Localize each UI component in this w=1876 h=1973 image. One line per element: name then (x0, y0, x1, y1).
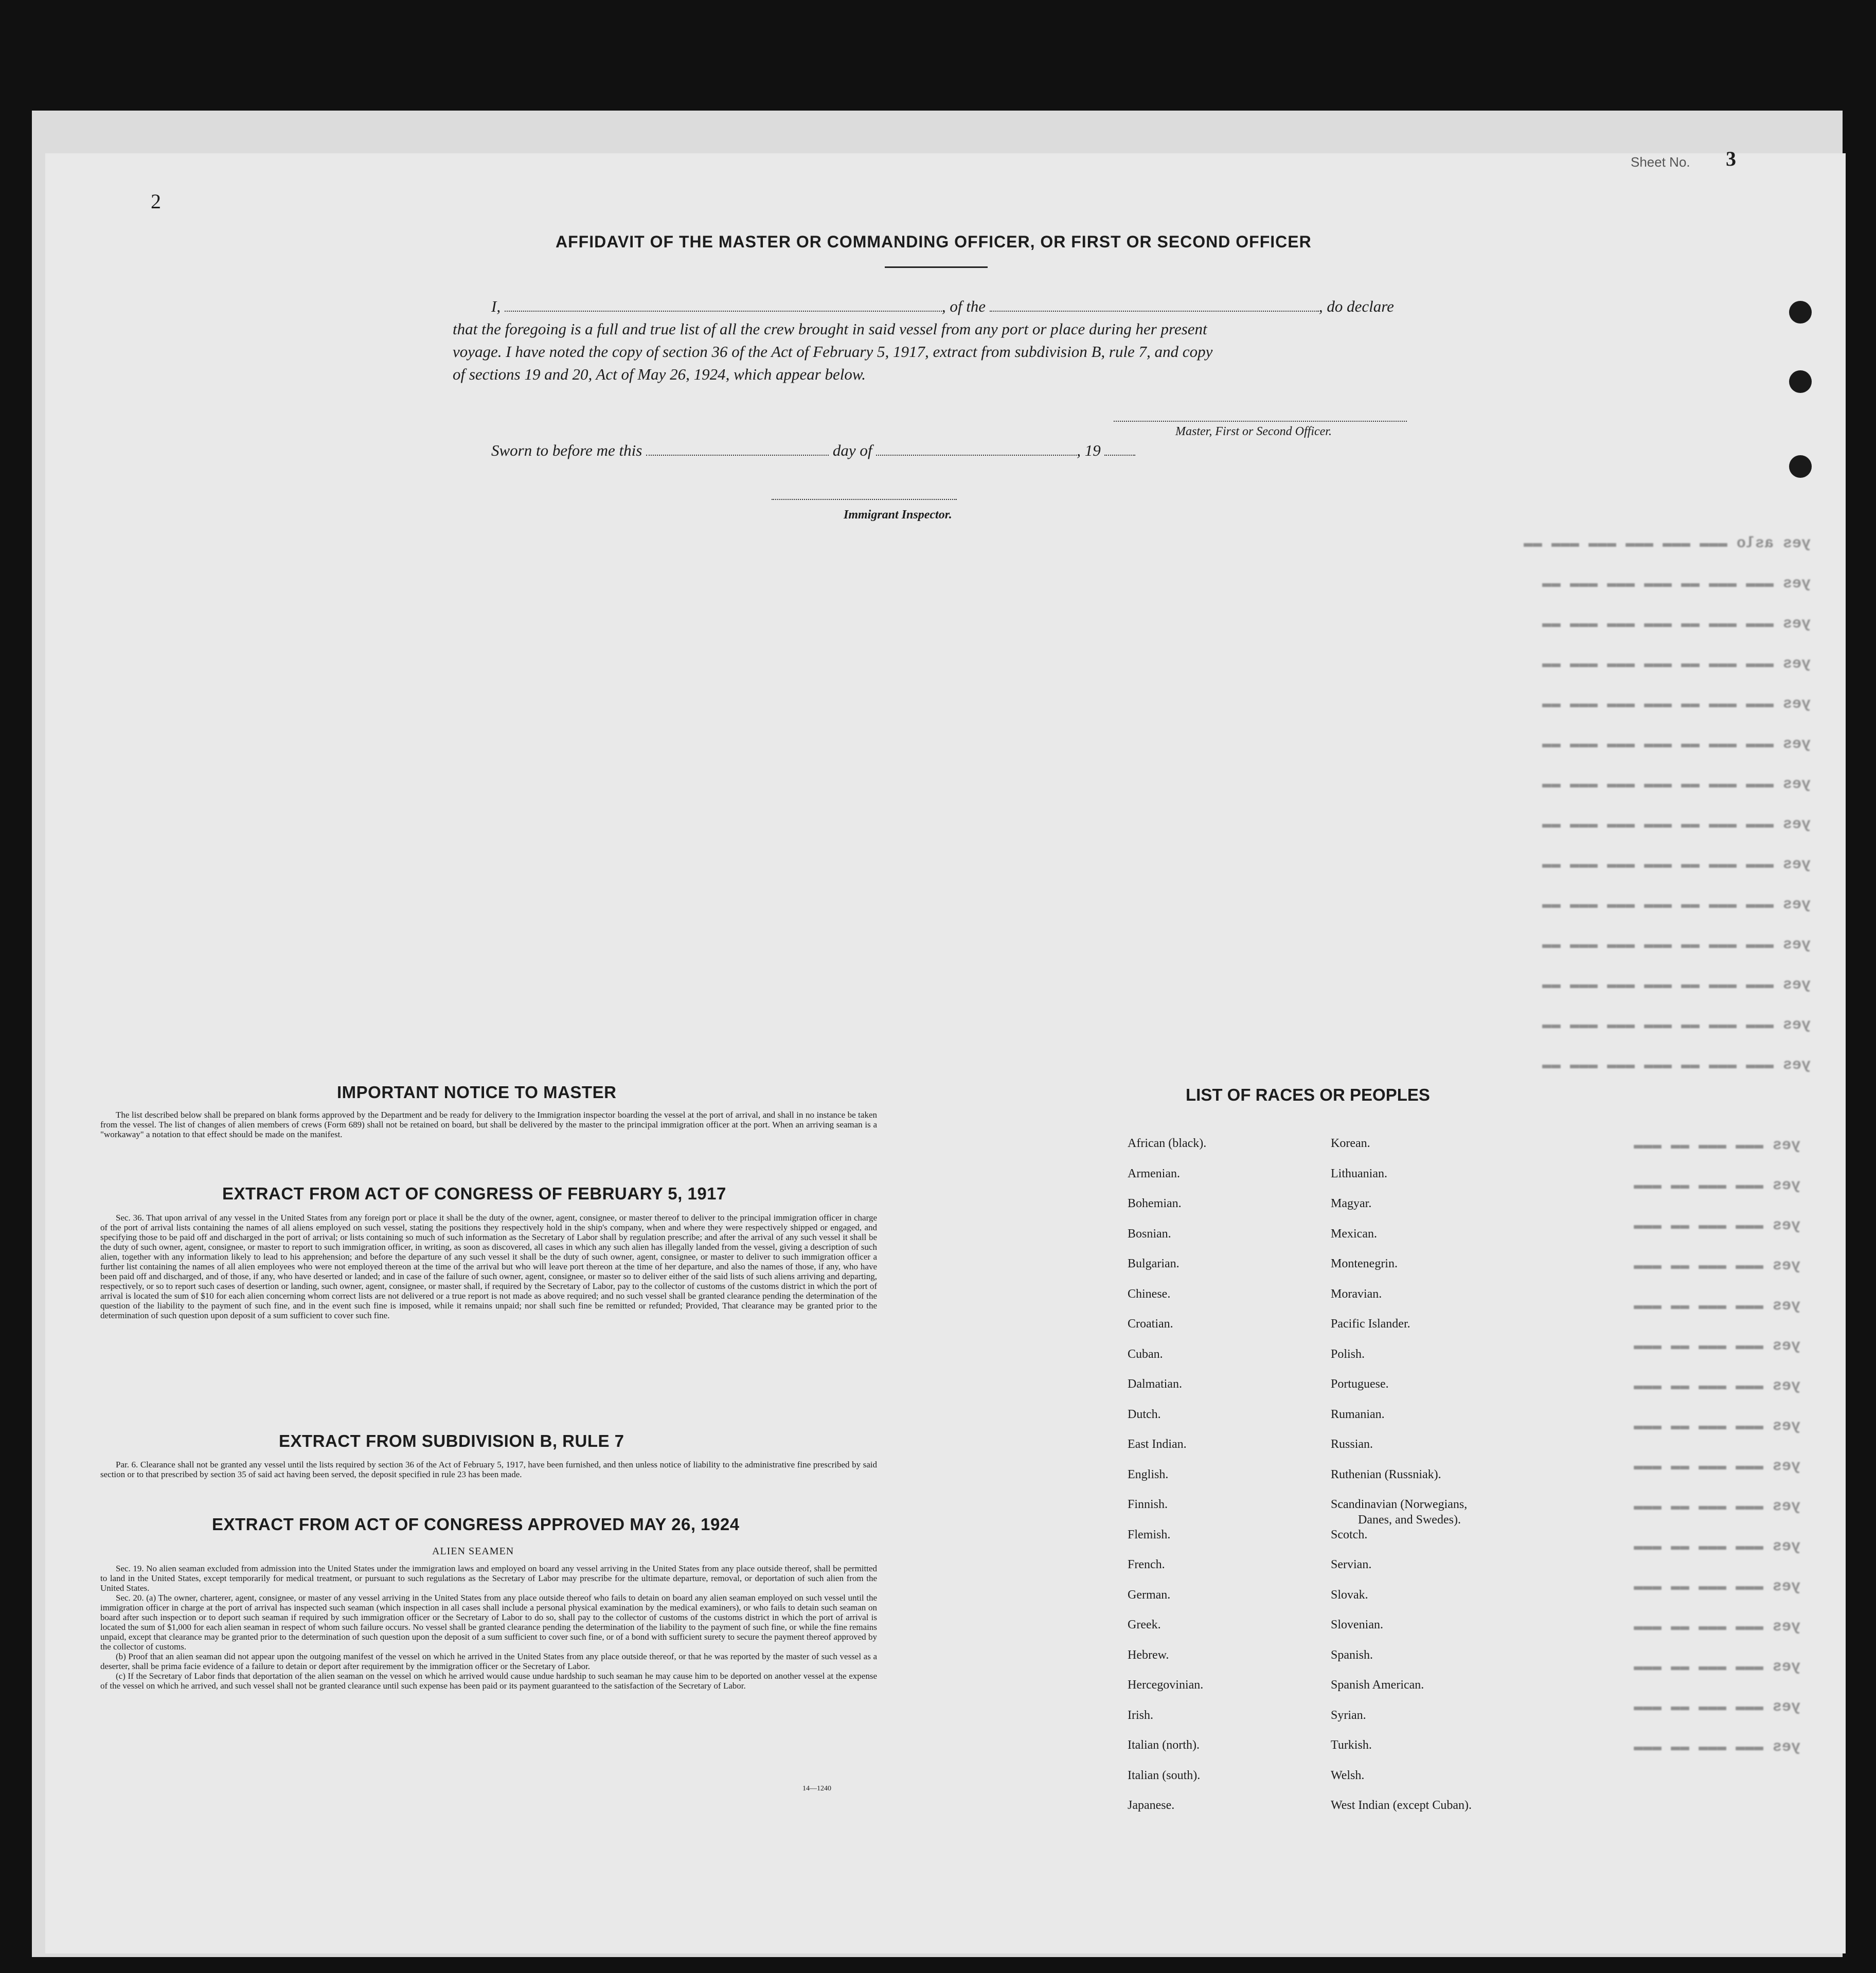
race-item: Bohemian. (1128, 1197, 1182, 1210)
title-rule (885, 266, 988, 268)
declare-label: , do declare (1318, 297, 1394, 315)
of-the-label: , of the (941, 297, 986, 315)
race-item: Italian (north). (1128, 1738, 1200, 1752)
race-item: English. (1128, 1467, 1169, 1481)
race-item: Bosnian. (1128, 1227, 1171, 1241)
act-1924-title: EXTRACT FROM ACT OF CONGRESS APPROVED MAY 26, 1924 (212, 1515, 740, 1534)
race-item: Welsh. (1331, 1768, 1365, 1782)
race-item: Korean. (1331, 1137, 1370, 1150)
race-item: Rumanian. (1331, 1407, 1385, 1421)
race-item: French. (1128, 1558, 1165, 1571)
act-1917-text: Sec. 36. That upon arrival of any vessel in the United States from any foreign port or place it shall be the duty of the owner, agent, consignee, or master thereof to deliver to the principal immigration officer in charge of the port of arrival lists containing the names of all aliens employed on such vessel, stating the positions they respectively hold in the ship's company, when and where they were respectively shipped or engaged, and specifying those to be paid off and discharged in the port of arrival; or lists containing so much of such information as the Secretary of Labor shall by regulation prescribe; and after the arrival of any such vessel it shall be the duty of such owner, agent, consignee, or master to report to such immigration officer, in writing, as soon as discovered, all cases in which any such alien has illegally landed from the vessel, giving a description of such alien, together with any information likely to lead to his apprehension; and before the departure of any such vessel it shall be the duty of such owner, agent, consignee, or master to deliver to such immigration officer a further list containing the names of all alien employees who were not employed thereon at the time of the arrival but who will leave port thereon at the time of her departure, and also the names of those, if any, who have been paid off and discharged, and of those, if any, who have deserted or landed; and in case of the failure of such owner, agent, consignee, or master so to deliver either of the said lists of such aliens arriving and departing, respectively, or so to report such cases of desertion or landing, such owner, agent, consignee, or master shall, if required by the Secretary of Labor, pay to the collector of customs of the customs district in which the port of arrival is located the sum of $10 for each alien concerning whom correct lists are not delivered or a true report is not made as above required; and no such vessel shall be granted clearance pending the determination of the question of the liability to the payment of such fine, and in the event such fine is imposed, while it remains unpaid; nor shall such fine be remitted or refunded; Provided, That clearance may be granted prior to the determination of such question upon deposit of a sum sufficient to cover such fine. (100, 1213, 877, 1320)
sec-20c: (c) If the Secretary of Labor finds that deportation of the alien seaman on the vessel on which he arrived would cause undue hardship to such seaman he may cause him to be deported on another vessel at the expense of the vessel on which he arrived, and such vessel shall not be granted clearance until such expense has been paid or its payment guaranteed to the satisfaction of the Secretary of Labor. (100, 1671, 877, 1691)
affidavit-line-3: voyage. I have noted the copy of section 36 of the Act of February 5, 1917, extract from subdivision B, rule 7, and copy (453, 343, 1213, 361)
race-item: West Indian (except Cuban). (1331, 1799, 1472, 1812)
race-item: German. (1128, 1588, 1171, 1602)
race-item: Mexican. (1331, 1227, 1377, 1241)
declarant-prefix: I, (491, 297, 501, 315)
notice-title: IMPORTANT NOTICE TO MASTER (337, 1083, 617, 1102)
race-item: Portuguese. (1331, 1377, 1389, 1391)
punch-hole (1789, 455, 1812, 478)
master-signature-label: Master, First or Second Officer. (1175, 425, 1332, 438)
race-item: Finnish. (1128, 1498, 1168, 1511)
race-item: Russian. (1331, 1438, 1373, 1451)
sheet-number: 3 (1726, 147, 1736, 170)
act-1924-text (100, 1564, 877, 1691)
race-item: Lithuanian. (1331, 1167, 1387, 1180)
race-item: Cuban. (1128, 1347, 1163, 1361)
race-item: Moravian. (1331, 1287, 1382, 1301)
race-item: Slovenian. (1331, 1618, 1383, 1631)
races-title: LIST OF RACES OR PEOPLES (1186, 1085, 1430, 1104)
sworn-day-field[interactable] (646, 455, 829, 456)
vessel-name-field[interactable] (990, 311, 1319, 312)
inspector-signature-label: Immigrant Inspector. (844, 508, 952, 522)
race-item: Bulgarian. (1128, 1257, 1180, 1270)
sec-19: Sec. 19. No alien seaman excluded from admission into the United States under the immigration laws and employed on board any vessel arriving in the United States from any place outside thereof, shall be permitted to land in the United States, except temporarily for medical treatment, or pursuant to such regulations as the Secretary of Labor may prescribe for the ultimate departure, removal, or deportation of such alien from the United States. (100, 1564, 877, 1593)
race-item: Armenian. (1128, 1167, 1180, 1180)
form-number: 14—1240 (802, 1785, 831, 1792)
affidavit-line-4: of sections 19 and 20, Act of May 26, 1924, which appear below. (453, 365, 866, 383)
race-item: Croatian. (1128, 1317, 1173, 1331)
race-item: Magyar. (1331, 1197, 1372, 1210)
sworn-line (453, 441, 1507, 460)
race-item: East Indian. (1128, 1438, 1187, 1451)
bleed-through-manifest: yes aslo ▬▬▬ ▬▬▬ ▬▬▬ ▬▬▬ ▬▬▬ ▬▬ yes ▬▬▬ ▬▬▬ ▬▬ ▬▬▬ ▬▬▬ ▬▬▬ ▬▬ yes ▬▬▬ ▬▬▬ ▬▬ ▬▬▬ ▬▬▬ ▬▬▬ ▬▬ yes ▬▬▬ ▬▬▬ ▬▬ ▬▬▬ ▬▬▬ ▬▬▬ ▬▬ yes ▬▬▬ ▬▬▬ ▬▬ ▬▬▬ ▬▬▬ ▬▬▬ ▬▬ yes ▬▬▬ ▬▬▬ ▬▬ ▬▬▬ ▬▬▬ ▬▬▬ ▬▬ yes ▬▬▬ ▬▬▬ ▬▬ ▬▬▬ ▬▬▬ ▬▬▬ ▬▬ yes ▬▬▬ ▬▬▬ ▬▬ ▬▬▬ ▬▬▬ ▬▬▬ ▬▬ yes ▬▬▬ ▬▬▬ ▬▬ ▬▬▬ ▬▬▬ ▬▬▬ ▬▬ yes ▬▬▬ ▬▬▬ ▬▬ ▬▬▬ ▬▬▬ ▬▬▬ ▬▬ yes ▬▬▬ ▬▬▬ ▬▬ ▬▬▬ ▬▬▬ ▬▬▬ ▬▬ yes ▬▬▬ ▬▬▬ ▬▬ ▬▬▬ ▬▬▬ ▬▬▬ ▬▬ yes ▬▬▬ ▬▬▬ ▬▬ ▬▬▬ ▬▬▬ ▬▬▬ ▬▬ yes ▬▬▬ ▬▬▬ ▬▬ ▬▬▬ ▬▬▬ ▬▬▬ ▬▬ yes ▬▬▬ ▬▬▬ ▬▬ ▬▬▬ yes ▬▬▬ ▬▬▬ ▬▬ ▬▬▬ yes ▬▬▬ ▬▬▬ ▬▬ ▬▬▬ yes ▬▬▬ ▬▬▬ ▬▬ ▬▬▬ yes ▬▬▬ ▬▬▬ ▬▬ ▬▬▬ yes ▬▬▬ ▬▬▬ ▬▬ ▬▬▬ yes ▬▬▬ ▬▬▬ ▬▬ ▬▬▬ yes ▬▬▬ ▬▬▬ ▬▬ ▬▬▬ yes ▬▬▬ ▬▬▬ ▬▬ ▬▬▬ yes ▬▬▬ ▬▬▬ ▬▬ ▬▬▬ yes ▬▬▬ ▬▬▬ ▬▬ ▬▬▬ yes ▬▬▬ ▬▬▬ ▬▬ ▬▬▬ yes ▬▬▬ ▬▬▬ ▬▬ ▬▬▬ yes ▬▬▬ ▬▬▬ ▬▬ ▬▬▬ yes ▬▬▬ ▬▬▬ ▬▬ ▬▬▬ yes ▬▬▬ ▬▬▬ ▬▬ ▬▬▬ (1523, 535, 1811, 1756)
rule-7-text: Par. 6. Clearance shall not be granted any vessel until the lists required by section 36 of the Act of February 5, 1917, have been furnished, and then unless notice of liability to the administrative fine prescribed by said section or to that prescribed by section 35 of said act having been served, the deposit specified in rule 23 has been made. (100, 1460, 877, 1479)
sheet-no-label: Sheet No. (1631, 154, 1690, 170)
day-of-label: day of (832, 441, 872, 459)
notice-text: The list described below shall be prepared on blank forms approved by the Department and be ready for delivery to the Immigration inspector boarding the vessel at the port of arrival, and shall in no instance be taken from the vessel. The list of changes of alien members of crews (Form 689) shall not be retained on board, but shall be delivered by the master to the principal immigration officer at the port. When an arriving seaman is a "workaway" a notation to that effect should be made on the manifest. (100, 1110, 877, 1139)
race-item: Slovak. (1331, 1588, 1368, 1602)
race-item: Danes, and Swedes). (1358, 1513, 1461, 1527)
corner-mark: 2 (151, 190, 161, 213)
race-item: Spanish. (1331, 1648, 1373, 1662)
race-item: Hercegovinian. (1128, 1678, 1204, 1692)
affidavit-title: AFFIDAVIT OF THE MASTER OR COMMANDING OFFICER, OR FIRST OR SECOND OFFICER (556, 232, 1312, 251)
sworn-year-field[interactable] (1104, 455, 1135, 456)
race-item: Servian. (1331, 1558, 1372, 1571)
race-item: Syrian. (1331, 1708, 1366, 1722)
sworn-month-field[interactable] (876, 455, 1077, 456)
race-item: Scotch. (1331, 1528, 1368, 1541)
race-item: Japanese. (1128, 1799, 1175, 1812)
race-item: Hebrew. (1128, 1648, 1169, 1662)
race-item: Turkish. (1331, 1738, 1372, 1752)
race-item: Montenegrin. (1331, 1257, 1398, 1270)
alien-seamen-subtitle: ALIEN SEAMEN (432, 1546, 514, 1557)
punch-hole (1789, 301, 1812, 324)
race-item: Scandinavian (Norwegians, (1331, 1498, 1468, 1511)
declarant-name-field[interactable] (505, 311, 942, 312)
race-item: Spanish American. (1331, 1678, 1424, 1692)
year-label: , 19 (1077, 441, 1101, 459)
rule-7-title: EXTRACT FROM SUBDIVISION B, RULE 7 (279, 1431, 624, 1450)
master-signature-field[interactable] (1114, 421, 1407, 422)
sworn-label: Sworn to before me this (491, 441, 642, 459)
race-item: Dutch. (1128, 1407, 1161, 1421)
act-1917-title: EXTRACT FROM ACT OF CONGRESS OF FEBRUARY 5, 1917 (222, 1184, 726, 1203)
sec-20a: Sec. 20. (a) The owner, charterer, agent, consignee, or master of any vessel arriving in the United States from any place outside thereof who fails to detain on board any alien seaman employed on such vessel until the immigration officer in charge at the port of arrival has inspected such seaman (which inspection in all cases shall include a personal physical examination by the medical examiners), or who fails to detain such seaman on board after such inspection or to deport such seaman if required by such immigration officer or the Secretary of Labor to do so, shall pay to the collector of customs of the customs district in which the port of arrival is located the sum of $1,000 for each alien seaman in respect of whom such failure occurs. No vessel shall be granted clearance pending the determination of the liability to the payment of such fine, or while the fine remains unpaid, except that clearance may be granted prior to the determination of such question upon the deposit of a sum sufficient to cover such fine, or of a bond with sufficient surety to secure the payment thereof approved by the collector of customs. (100, 1593, 877, 1652)
race-item: Italian (south). (1128, 1768, 1201, 1782)
affidavit-line-1 (453, 297, 1507, 316)
race-item: African (black). (1128, 1137, 1207, 1150)
affidavit-line-2: that the foregoing is a full and true list of all the crew brought in said vessel from any port or place during her present (453, 320, 1207, 338)
race-item: Chinese. (1128, 1287, 1171, 1301)
race-item: Dalmatian. (1128, 1377, 1182, 1391)
inspector-signature-field[interactable] (772, 499, 957, 500)
race-item: Greek. (1128, 1618, 1161, 1631)
sec-20b: (b) Proof that an alien seaman did not appear upon the outgoing manifest of the vessel on which he arrived in the United States from any place outside thereof, or that he was reported by the master of such vessel as a deserter, shall be prima facie evidence of a failure to detain or deport after requirement by the immigration officer or the Secretary of Labor. (100, 1652, 877, 1671)
race-item: Flemish. (1128, 1528, 1171, 1541)
race-item: Ruthenian (Russniak). (1331, 1467, 1441, 1481)
punch-hole (1789, 370, 1812, 393)
race-item: Irish. (1128, 1708, 1153, 1722)
race-item: Pacific Islander. (1331, 1317, 1410, 1331)
race-item: Polish. (1331, 1347, 1365, 1361)
